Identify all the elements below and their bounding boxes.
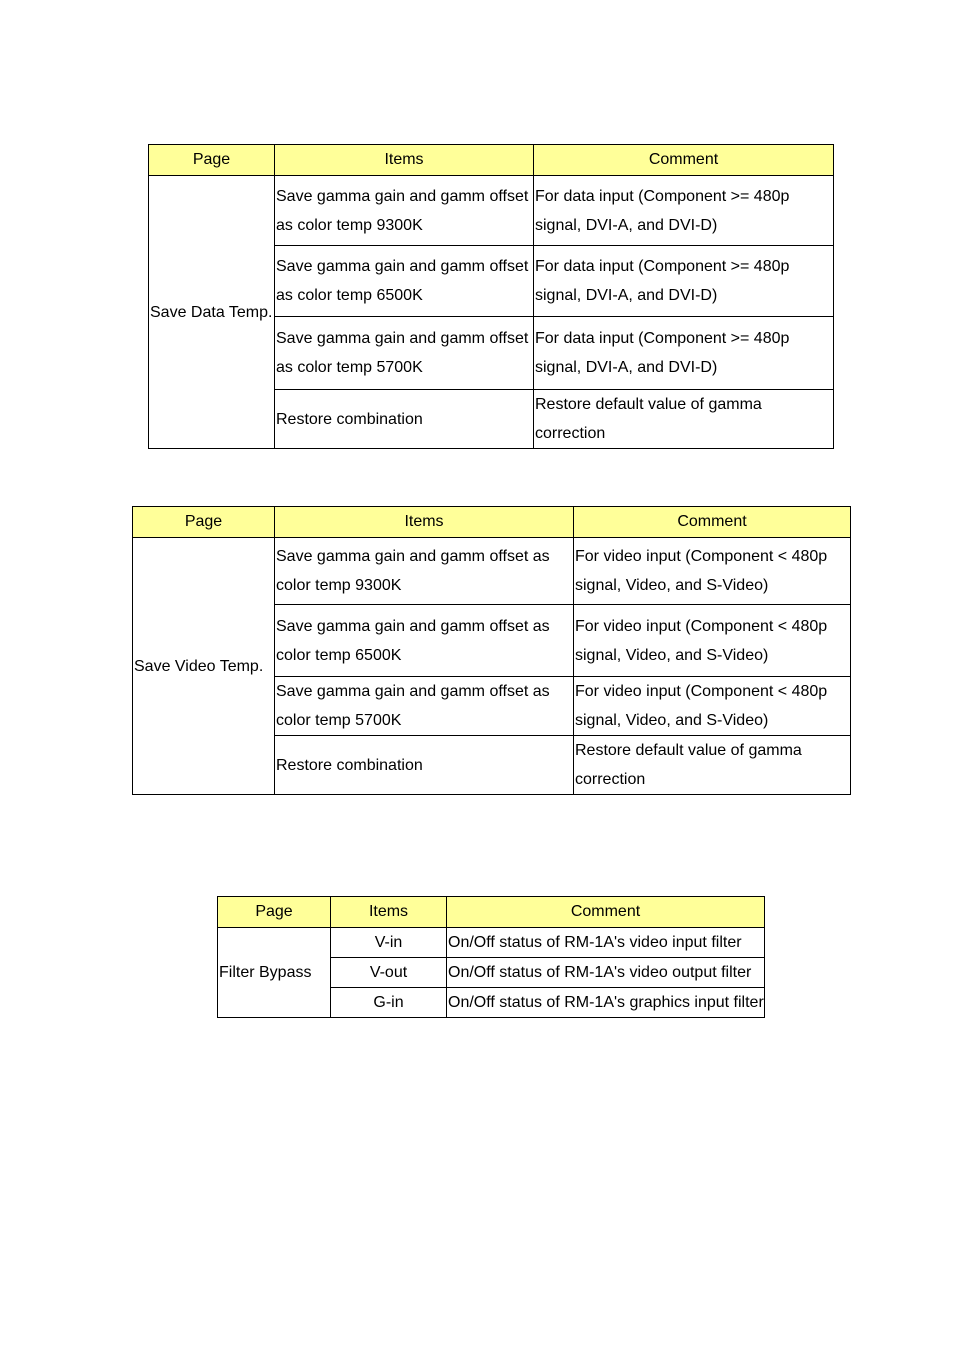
comment-cell: For data input (Component >= 480p signal, DVI-A, and DVI-D)	[534, 317, 834, 390]
header-items: Items	[331, 897, 447, 928]
table-row	[133, 538, 851, 605]
comment-cell: For video input (Component < 480p signal, Video, and S-Video)	[574, 538, 851, 605]
comment-cell: For video input (Component < 480p signal, Video, and S-Video)	[574, 605, 851, 677]
save-video-temp-table	[132, 506, 851, 795]
header-items: Items	[275, 507, 574, 538]
item-cell: Save gamma gain and gamm offset as color temp 5700K	[275, 317, 534, 390]
header-items: Items	[275, 145, 534, 176]
comment-cell: For data input (Component >= 480p signal, DVI-A, and DVI-D)	[534, 176, 834, 246]
item-cell: Restore combination	[275, 390, 534, 449]
table-header-row	[218, 897, 765, 928]
header-comment: Comment	[574, 507, 851, 538]
page-cell: Save Video Temp.	[133, 538, 275, 795]
comment-cell: For data input (Component >= 480p signal, DVI-A, and DVI-D)	[534, 246, 834, 317]
page-cell: Save Data Temp.	[149, 176, 275, 449]
header-comment: Comment	[447, 897, 765, 928]
comment-cell: On/Off status of RM-1A's graphics input filter	[447, 988, 765, 1018]
comment-cell: Restore default value of gamma correction	[574, 736, 851, 795]
filter-bypass-table	[217, 896, 765, 1018]
comment-cell: Restore default value of gamma correction	[534, 390, 834, 449]
item-cell: V-out	[331, 958, 447, 988]
item-cell: G-in	[331, 988, 447, 1018]
table-row	[218, 928, 765, 958]
comment-cell: On/Off status of RM-1A's video input filter	[447, 928, 765, 958]
header-page: Page	[218, 897, 331, 928]
table-header-row	[133, 507, 851, 538]
item-cell: Restore combination	[275, 736, 574, 795]
item-cell: V-in	[331, 928, 447, 958]
save-data-temp-table	[148, 144, 834, 449]
page-cell: Filter Bypass	[218, 928, 331, 1018]
header-page: Page	[133, 507, 275, 538]
table-row	[149, 176, 834, 246]
item-cell: Save gamma gain and gamm offset as color temp 6500K	[275, 246, 534, 317]
comment-cell: On/Off status of RM-1A's video output filter	[447, 958, 765, 988]
item-cell: Save gamma gain and gamm offset as color temp 9300K	[275, 538, 574, 605]
header-comment: Comment	[534, 145, 834, 176]
item-cell: Save gamma gain and gamm offset as color temp 9300K	[275, 176, 534, 246]
item-cell: Save gamma gain and gamm offset as color temp 5700K	[275, 677, 574, 736]
header-page: Page	[149, 145, 275, 176]
item-cell: Save gamma gain and gamm offset as color temp 6500K	[275, 605, 574, 677]
table-header-row	[149, 145, 834, 176]
comment-cell: For video input (Component < 480p signal, Video, and S-Video)	[574, 677, 851, 736]
